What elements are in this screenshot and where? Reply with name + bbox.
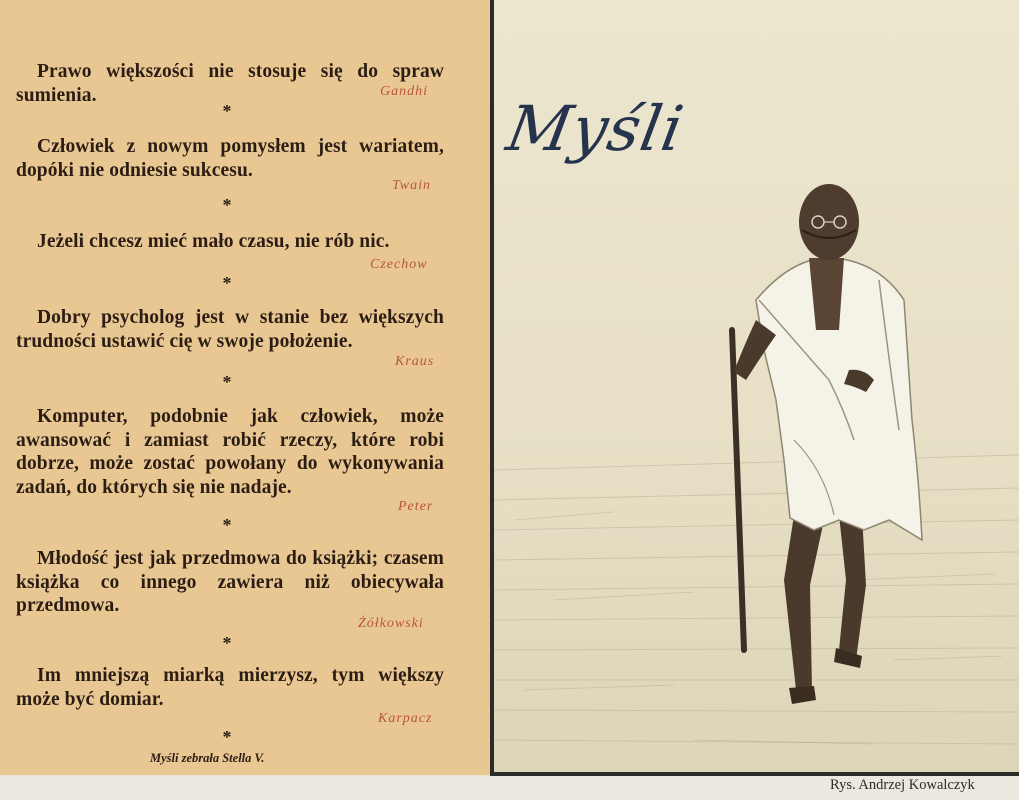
quote-author: Kraus bbox=[395, 354, 435, 369]
quote-text: Młodość jest jak przedmowa do książki; czasem książka co innego zawiera niż obiecywała przedmowa. bbox=[16, 548, 444, 616]
separator-star: * bbox=[222, 727, 232, 747]
quote-text: Komputer, podobnie jak człowiek, może awansować i zamiast robić rzeczy, które robi dobrze, może zostać powołany do wykonywania zadań, do których się nie nadaje. bbox=[16, 406, 444, 498]
quote-author: Karpacz bbox=[378, 711, 433, 726]
quote-text: Prawo większości nie stosuje się do spraw sumienia. bbox=[16, 61, 444, 106]
separator-star: * bbox=[222, 101, 232, 121]
quote-text: Im mniejszą miarką mierzysz, tym większy może być domiar. bbox=[16, 665, 444, 710]
quote-text: Dobry psycholog jest w stanie bez większych trudności ustawić cię w swoje położenie. bbox=[16, 307, 444, 352]
quote-author: Gandhi bbox=[380, 84, 428, 99]
separator-star: * bbox=[222, 273, 232, 293]
separator-star: * bbox=[222, 515, 232, 535]
page-title: Myśli bbox=[501, 92, 690, 165]
quote-author: Twain bbox=[392, 178, 431, 193]
quotes-panel bbox=[0, 0, 490, 775]
quote-text: Jeżeli chcesz mieć mało czasu, nie rób nic. bbox=[37, 231, 390, 252]
quote-author: Żółkowski bbox=[358, 616, 424, 631]
illustration-credit: Rys. Andrzej Kowalczyk bbox=[830, 777, 975, 793]
quote-author: Peter bbox=[398, 499, 434, 514]
separator-star: * bbox=[222, 633, 232, 653]
quote-text: Człowiek z nowym pomysłem jest wariatem, dopóki nie odniesie sukcesu. bbox=[16, 136, 444, 181]
separator-star: * bbox=[222, 372, 232, 392]
separator-star: * bbox=[222, 195, 232, 215]
compiled-by-credit: Myśli zebrała Stella V. bbox=[150, 751, 265, 765]
quote-author: Czechow bbox=[370, 257, 428, 272]
